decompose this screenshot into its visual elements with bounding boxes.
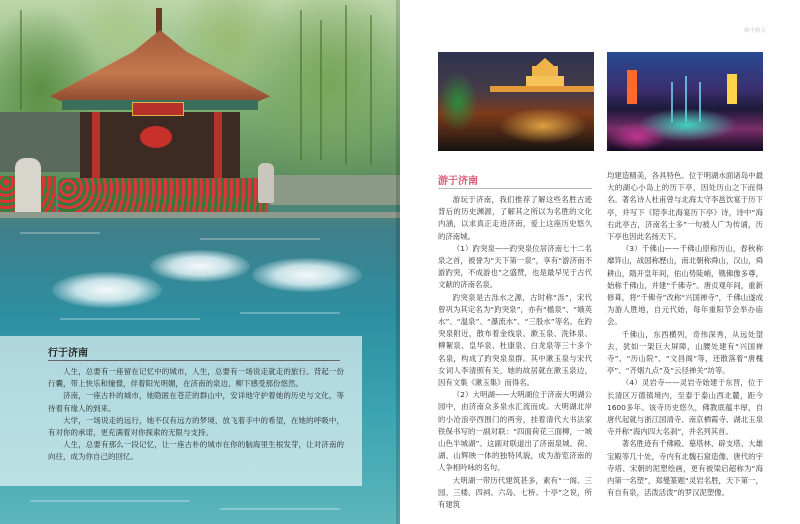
body-paragraph: 游玩于济南，我们推荐了解这些名胜古迹背后的历史渊源，了解其之所以为名胜的文化内涵，以求真正走进济南，爱上这座历史悠久的济南城。 [438, 195, 592, 241]
red-lantern [140, 126, 172, 148]
photo-night-fountain [607, 52, 763, 151]
water-reflection [498, 108, 588, 144]
overlay-paragraph: 人生，总要有一座留在记忆中的城市，人生，总要有一场说走就走的旅行。背起一份行囊，带上快乐和憧憬，伴着阳光明媚，在济南的泉边、柳下感受那份悠然。 [48, 367, 344, 389]
willow-strand [20, 10, 22, 110]
section-title: 游于济南 [438, 176, 478, 187]
overlay-text [48, 366, 344, 464]
roof-finial [156, 8, 162, 34]
overlay-paragraph: 大学，一场说走的远行，她不仅有远方的梦境，放飞着手中的希望，在她的呼吸中，有对你的承诺，更充满着对你探索的无限与支持。 [48, 415, 344, 438]
water-ripple [20, 232, 100, 234]
willow-strand [345, 5, 347, 165]
pagoda-tier [532, 66, 558, 76]
left-text-column [438, 194, 592, 511]
stone-ledge [0, 212, 400, 218]
willow-strand [300, 10, 302, 160]
photo-night-pagoda [438, 52, 594, 151]
body-paragraph: （4）灵岩寺——灵岩寺始建于东晋，位于长清区万德镇境内，至泰于泰山西北麓，距今1600多年。该寺历史悠久，佛教底蕴丰厚，自唐代起就与浙江国清寺、南京栖霞寺、湖北玉泉寺并称“海内四大名刹”，并名列其首。 [607, 378, 763, 437]
pagoda-top [536, 58, 554, 66]
spring-fountain [252, 258, 362, 292]
willow-strand [320, 20, 322, 160]
water-ripple [240, 312, 340, 314]
lit-shoreline [490, 86, 594, 92]
body-paragraph: （3）千佛山——千佛山原称历山，春秋称靡笄山，战国称歷山，南北朝称舜山，汉山，舜耕山，隋开皇年间，佑山势陡峭，镌佛像多尊，始称千佛山，并建“千佛寺”。唐贞观年间，重新修葺，将“千佛寺”改称“兴国禅寺”，千佛山遂成为游人胜地，自元代始，每年重阳节会举办庙会。 [607, 244, 763, 327]
willow-strand [370, 15, 372, 165]
far-bank [270, 175, 400, 205]
spring-fountain [52, 272, 162, 308]
right-page [400, 0, 800, 524]
lit-tower [627, 70, 637, 104]
stone-stele [15, 158, 41, 214]
body-paragraph: 千佛山，东西横列，奇伟深秀，从远处望去，犹如一架巨大屏障，山腰处建有“兴国禅寺”、“历山院”、“文昌阁”等，还散落着“唐槐亭”、“齐烟九点”及“云径禅关”坊等。 [607, 329, 763, 376]
flower-bed [58, 178, 268, 216]
overlay-title: 行于济南 [48, 348, 88, 359]
pink-light [607, 122, 667, 151]
body-paragraph: （1）趵突泉——趵突泉位居济南七十二名泉之首，被誉为“天下第一泉”，享有“游济南不游趵突，不成游也”之盛赞，也是最早见于古代文献的济南名泉。 [438, 243, 592, 290]
section-rule [438, 188, 592, 189]
spring-fountain [150, 250, 250, 282]
body-paragraph: 大明湖一带历代建筑甚多，素有“一阁、三园、三楼、四祠、六岛、七桥、十亭”之说，所有建筑 [438, 475, 592, 510]
body-paragraph: 均建造精美，各具特色。位于明湖水面诸岛中最大的湖心小岛上的历下亭，因处历山之下而得名。著名诗人杜甫曾与北海太守李邕饮宴于历下亭，并写下《陪李北海宴历下亭》诗，诗中“海右此亭古，济南名士多”一句被人广为传诵，历下亭也因此名扬天下。 [607, 171, 763, 242]
pavilion-pillar [214, 112, 222, 184]
water-ripple [30, 500, 190, 502]
stone-stele [258, 163, 274, 203]
lit-tower [727, 74, 737, 104]
right-text-column [607, 170, 763, 499]
tree-glow [438, 72, 478, 132]
overlay-paragraph: 济南，一座古朴的城市，她隐匿在苍茫的群山中，安详地守护着她的历史与文化，等待着有缘人的到来。 [48, 391, 344, 413]
pavilion-pillar [92, 112, 100, 184]
water-ripple [60, 318, 200, 320]
body-paragraph: （2）大明湖——大明湖位于济南大明湖公园中，由济南众多泉水汇流而成。大明湖北岸的小沧浪亭西围门的两旁，挂着清代大书法家铁保书写的一副对联：“四面荷花三面柳，一城山色半城湖”。这副对联道出了济南泉城、荷、湖、山辉映一体的独特风貌，成为游览济南的人争相吟咏的名句。 [438, 390, 592, 473]
body-paragraph: 著名胜迹有千佛殿、墓塔林、辟支塔、大雄宝殿等几十处，寺内有北魏石窟造像、唐代的宇寺塔、宋朝的泥塑绘画，更有被梁启超称为“海内第一名塑”，郑燮篆题“灵岩名胜，天下第一，有自有泉，活泼活泼”的罗汉泥塑像。 [607, 439, 763, 498]
water-ripple [220, 508, 340, 510]
water-ripple [200, 238, 320, 240]
overlay-paragraph: 人生，总要有那么一段记忆，让一座古朴的城市在你的脑海里生根发芽，让对济南的向往，成为你自己的回忆。 [48, 440, 344, 462]
overlay-rule [48, 360, 340, 361]
running-head: 颂中游天 [743, 28, 766, 34]
body-paragraph: 趵突泉是古泺水之源，古时称“泺”，宋代曾巩为其定名为“趵突泉”，亦有“槛泉”、“娥英水”、“温泉”、“瀑流水”、“三股水”等名。在趵突泉附近，散布着金线泉、漱玉泉、洗钵泉、柳絮泉、皇华泉、杜康泉、白龙泉等三十多个名泉，构成了趵突泉泉群。其中漱玉泉与宋代女词人李清照有关，她的故居就在漱玉泉边，因有文集《漱玉集》而得名。 [438, 292, 592, 388]
pavilion-plaque [132, 102, 184, 116]
